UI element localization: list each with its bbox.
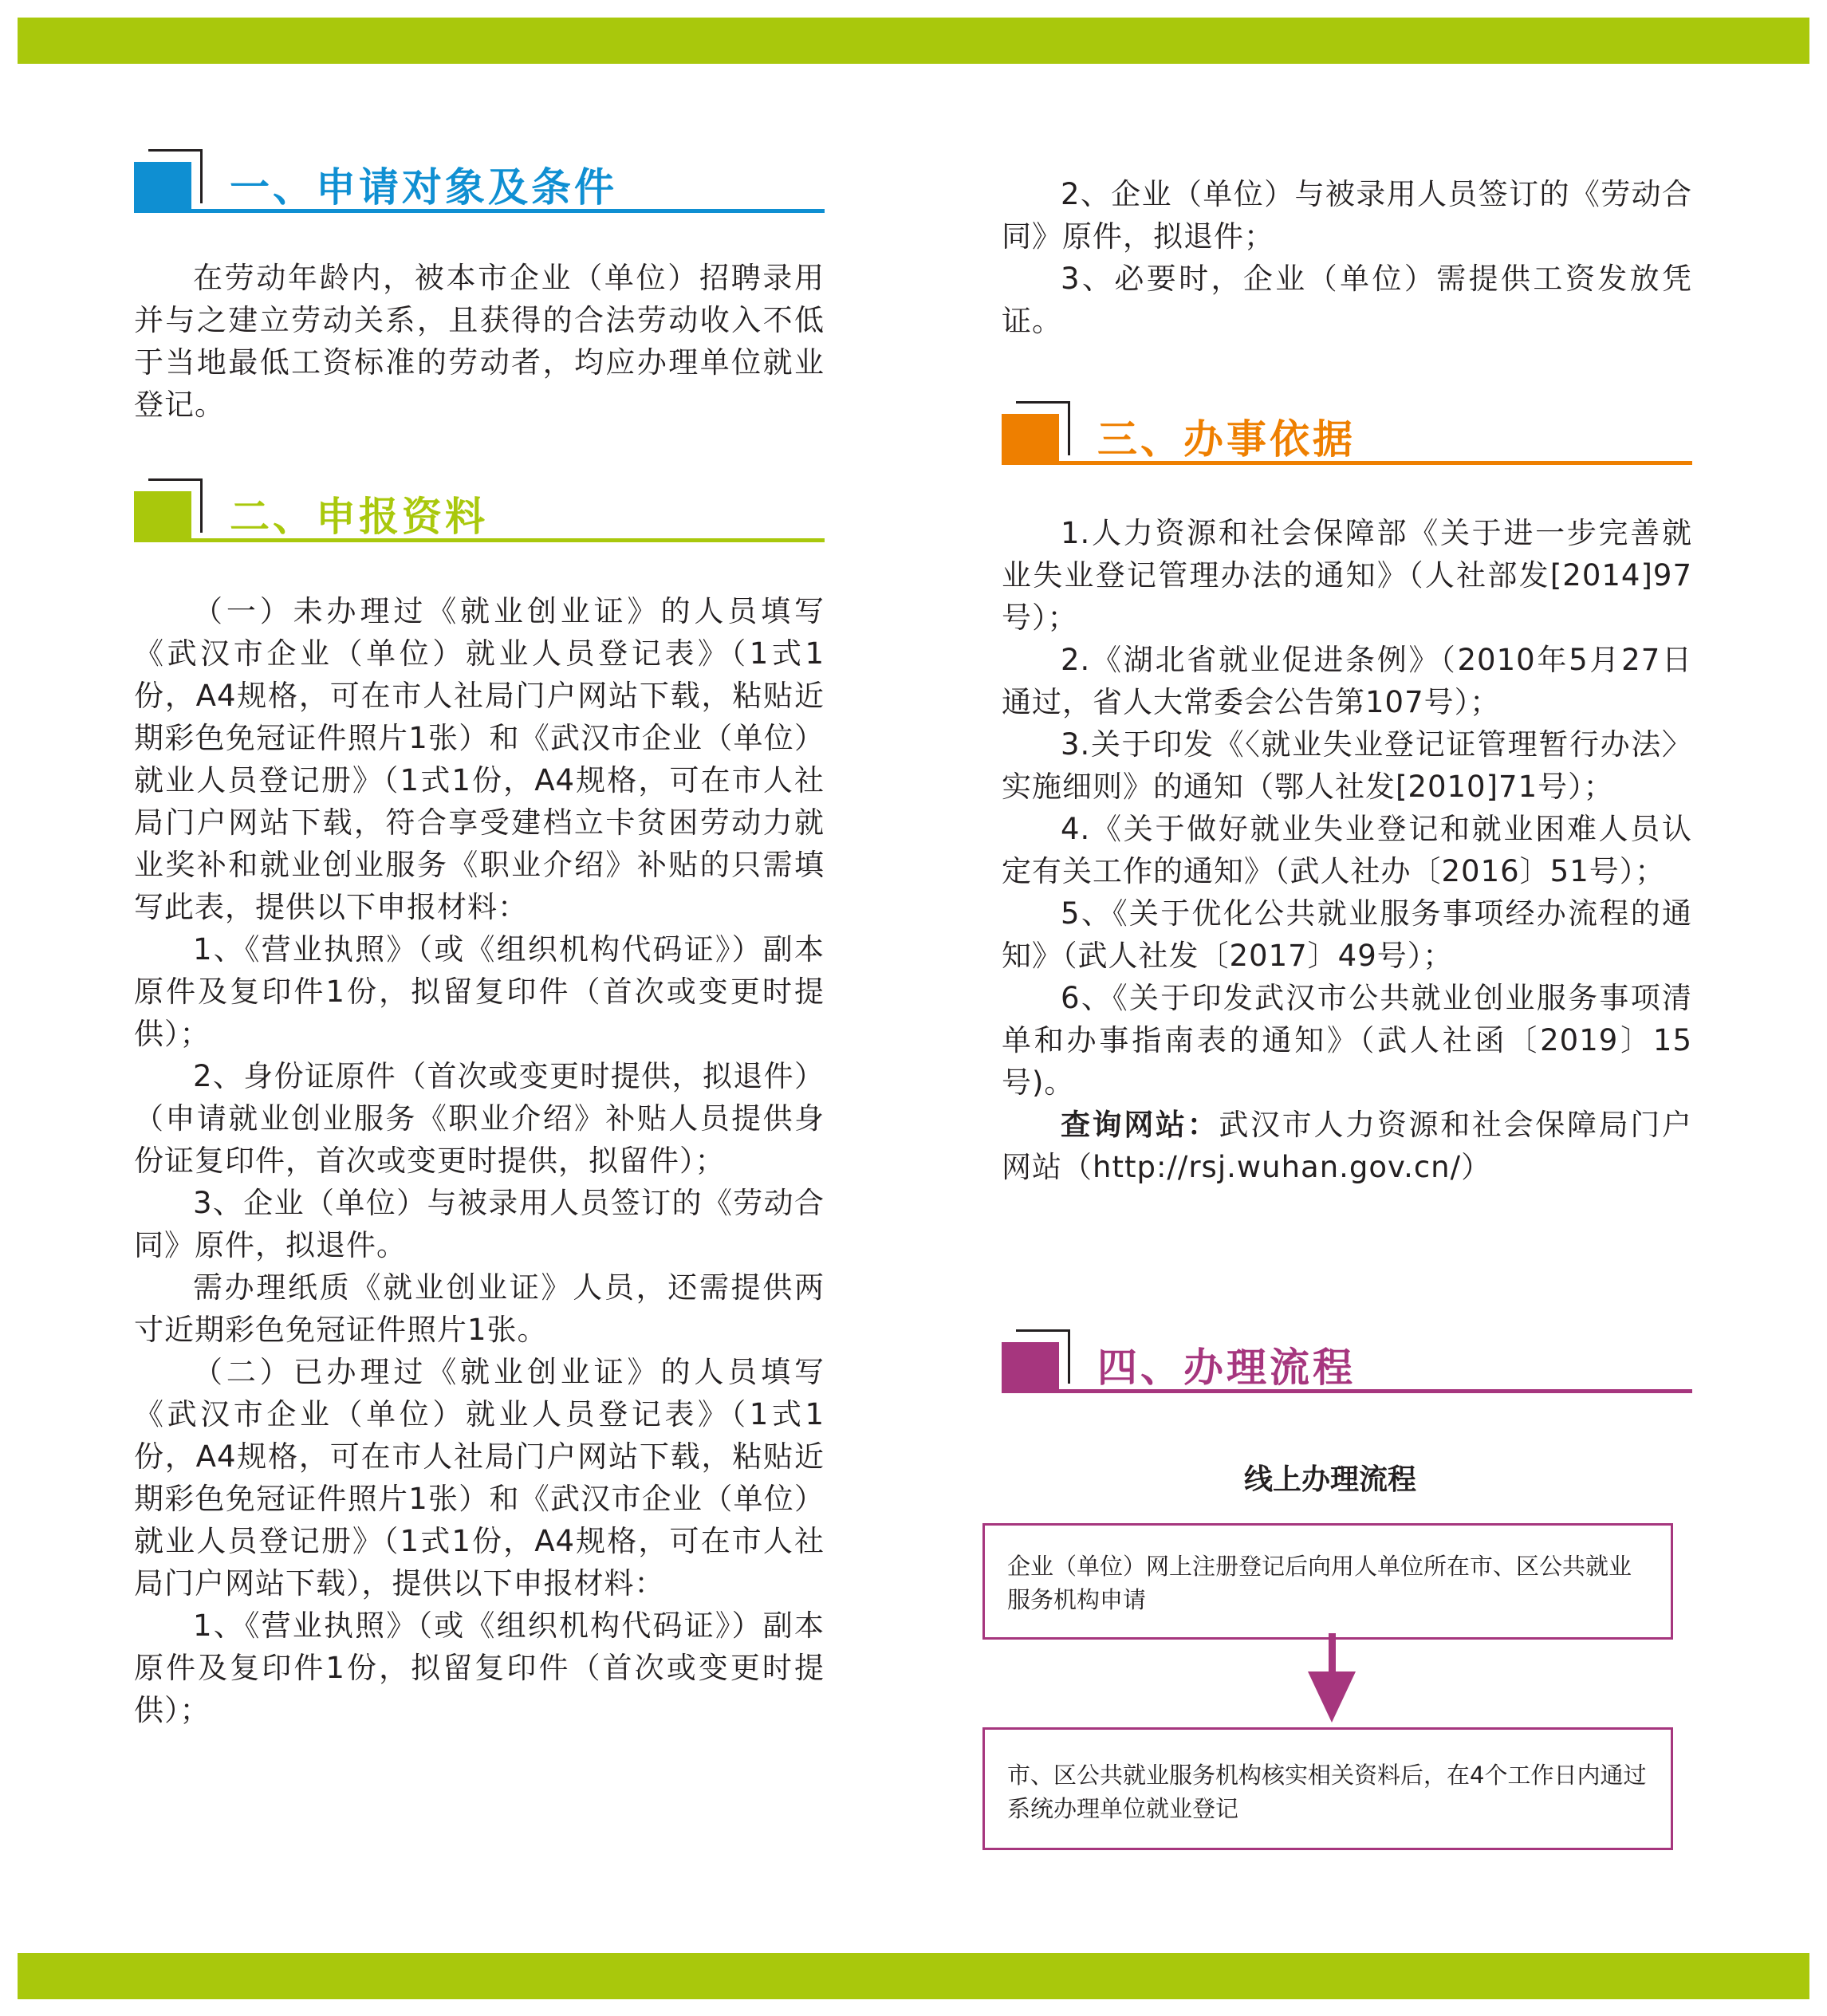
flow-step-2 [982, 1727, 1673, 1850]
website-label: 查询网站： [1061, 1108, 1219, 1142]
section-heading-2 [134, 478, 825, 542]
paragraph: 1、《营业执照》（或《组织机构代码证》）副本原件及复印件1份，拟留复印件（首次或变更时提供）； [134, 1608, 825, 1727]
bottom-band [18, 1953, 1809, 1999]
paragraph: 2、身份证原件（首次或变更时提供，拟退件）（申请就业创业服务《职业介绍》补贴人员提供身份证复印件，首次或变更时提供，拟留件）； [134, 1059, 825, 1178]
paragraph: （一）未办理过《就业创业证》的人员填写《武汉市企业（单位）就业人员登记表》（1式1份，A4规格，可在市人社局门户网站下载，粘贴近期彩色免冠证件照片1张）和《武汉市企业（单位）就业人员登记册》（1式1份，A4规格，可在市人社局门户网站下载，符合享受建档立卡贫困劳动力就业奖补和就业创业服务《职业介绍》补贴的只需填写此表，提供以下申报材料： [134, 594, 825, 924]
section-3-body [1002, 512, 1692, 1188]
arrow-down-icon [1329, 1633, 1336, 1675]
heading-square [1002, 1342, 1059, 1393]
section-title: 二、申报资料 [230, 494, 488, 540]
heading-square [1002, 414, 1059, 465]
flow-step-text: 企业（单位）网上注册登记后向用人单位所在市、区公共就业服务机构申请 [1007, 1553, 1632, 1613]
section-1-body [134, 257, 825, 426]
section-2-body [134, 590, 825, 1731]
paragraph: 3、必要时，企业（单位）需提供工资发放凭证。 [1002, 262, 1692, 338]
flow-title: 线上办理流程 [1244, 1463, 1417, 1496]
flow-step-1 [982, 1523, 1673, 1640]
paragraph: 在劳动年龄内，被本市企业（单位）招聘录用并与之建立劳动关系，且获得的合法劳动收入不低于当地最低工资标准的劳动者，均应办理单位就业登记。 [134, 261, 825, 422]
flow-step-text: 市、区公共就业服务机构核实相关资料后，在4个工作日内通过系统办理单位就业登记 [1007, 1762, 1647, 1822]
paragraph: 4.《关于做好就业失业登记和就业困难人员认定有关工作的通知》（武人社办〔2016〕51号）； [1002, 812, 1692, 888]
website-link[interactable]: 武汉市人力资源和社会保障局门户网站（http://rsj.wuhan.gov.cn/） [1002, 1108, 1692, 1184]
website-paragraph [1002, 1104, 1692, 1188]
section-title: 三、办事依据 [1097, 416, 1356, 463]
section-heading-3 [1002, 401, 1692, 465]
paragraph: 3、企业（单位）与被录用人员签订的《劳动合同》原件，拟退件。 [134, 1186, 825, 1262]
section-2-continued [1002, 173, 1692, 342]
paragraph: 需办理纸质《就业创业证》人员，还需提供两寸近期彩色免冠证件照片1张。 [134, 1270, 825, 1347]
paragraph: 3.关于印发《〈就业失业登记证管理暂行办法〉实施细则》的通知（鄂人社发[2010]71号）； [1002, 727, 1692, 804]
arrow-head [1308, 1671, 1356, 1723]
paragraph: 5、《关于优化公共就业服务事项经办流程的通知》（武人社发〔2017〕49号）； [1002, 896, 1692, 973]
section-heading-1 [134, 149, 825, 213]
paragraph: 2、企业（单位）与被录用人员签订的《劳动合同》原件，拟退件； [1002, 177, 1692, 254]
section-heading-4 [1002, 1329, 1692, 1393]
top-band [18, 18, 1809, 64]
heading-square [134, 162, 191, 213]
section-title: 一、申请对象及条件 [230, 164, 617, 211]
paragraph: 1.人力资源和社会保障部《关于进一步完善就业失业登记管理办法的通知》（人社部发[2014]97号）； [1002, 516, 1692, 635]
paragraph: 1、《营业执照》（或《组织机构代码证》）副本原件及复印件1份，拟留复印件（首次或变更时提供）； [134, 932, 825, 1051]
paragraph: 6、《关于印发武汉市公共就业创业服务事项清单和办事指南表的通知》（武人社函〔2019〕15号)。 [1002, 981, 1692, 1100]
paragraph: （二）已办理过《就业创业证》的人员填写《武汉市企业（单位）就业人员登记表》（1式1份，A4规格，可在市人社局门户网站下载，粘贴近期彩色免冠证件照片1张）和《武汉市企业（单位）就业人员登记册》（1式1份，A4规格，可在市人社局门户网站下载），提供以下申报材料： [134, 1355, 825, 1601]
section-title: 四、办理流程 [1097, 1345, 1356, 1391]
heading-square [134, 491, 191, 542]
paragraph: 2.《湖北省就业促进条例》（2010年5月27日通过，省人大常委会公告第107号）； [1002, 643, 1692, 719]
